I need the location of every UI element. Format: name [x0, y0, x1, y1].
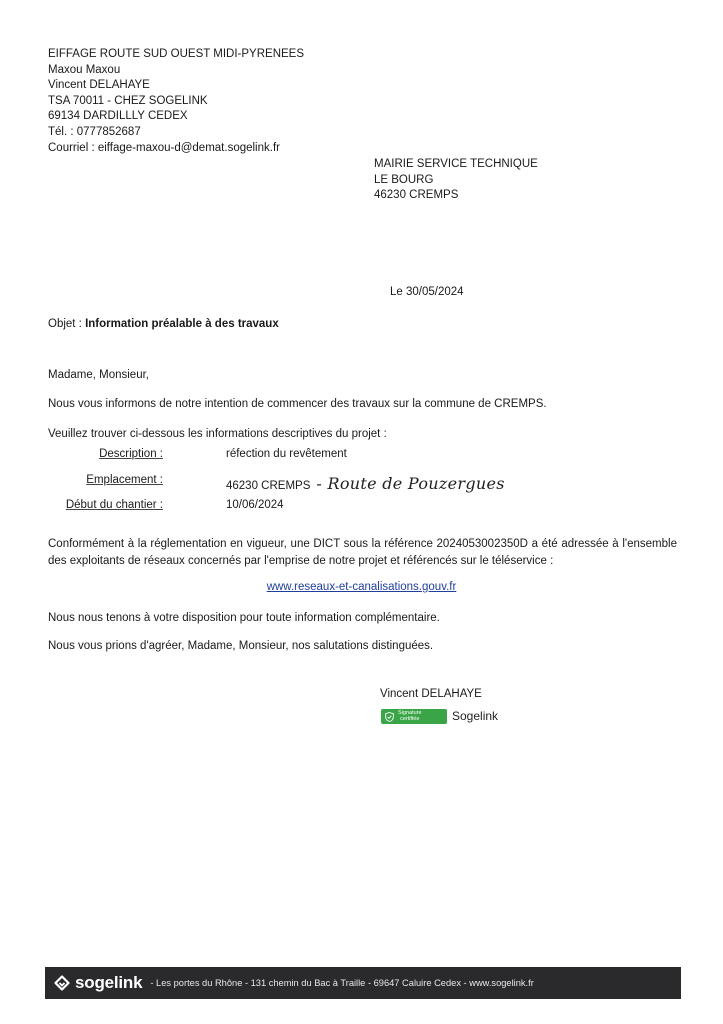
- description-label: Description :: [99, 448, 163, 460]
- regards-paragraph: Nous vous prions d'agréer, Madame, Monsieur, nos salutations distinguées.: [48, 640, 434, 652]
- emplacement-label: Emplacement :: [86, 474, 163, 486]
- emplacement-value-group: [226, 474, 505, 493]
- signer-name: Vincent DELAHAYE: [380, 688, 482, 700]
- badge-line2: certifiée: [400, 715, 420, 722]
- sender-company: EIFFAGE ROUTE SUD OUEST MIDI-PYRENEES: [48, 48, 305, 60]
- salutation: Madame, Monsieur,: [48, 369, 149, 381]
- recipient-name: MAIRIE SERVICE TECHNIQUE: [374, 158, 538, 170]
- availability-paragraph: Nous nous tenons à votre disposition pour toute information complémentaire.: [48, 612, 440, 624]
- sender-line2: Maxou Maxou: [48, 63, 121, 76]
- signature-brand: Sogelink: [452, 709, 499, 723]
- sender-address-block: [48, 47, 304, 156]
- teleservice-link[interactable]: www.reseaux-et-canalisations.gouv.fr: [266, 581, 457, 593]
- signature-certified-badge: [381, 709, 447, 724]
- emplacement-value: 46230 CREMPS: [226, 480, 311, 492]
- description-value: réfection du revêtement: [226, 448, 347, 460]
- footer-bar: [45, 967, 681, 999]
- recipient-address-line2: 46230 CREMPS: [374, 189, 459, 202]
- sender-email: Courriel : eiffage-maxou-d@demat.sogelink.fr: [48, 141, 280, 154]
- intro-paragraph: Nous vous informons de notre intention de commencer des travaux sur la commune de CREMPS.: [48, 398, 547, 410]
- debut-value: 10/06/2024: [226, 499, 284, 511]
- sender-name: Vincent DELAHAYE: [48, 79, 150, 92]
- recipient-address-block: [374, 157, 538, 204]
- object-label: Objet :: [48, 318, 86, 330]
- teleservice-link-row: [0, 581, 723, 593]
- letter-date: Le 30/05/2024: [390, 286, 464, 298]
- sender-phone: Tél. : 0777852687: [48, 125, 141, 138]
- letter-object: [48, 318, 279, 330]
- footer-logo-text: sogelink: [75, 973, 143, 992]
- recipient-address-line1: LE BOURG: [374, 173, 434, 186]
- object-value: Information préalable à des travaux: [85, 318, 279, 330]
- badge-line1: Signature: [398, 709, 422, 716]
- emplacement-handwritten-note: - Route de Pouzergues: [316, 474, 505, 493]
- footer-address: - Les portes du Rhône - 131 chemin du Bac à Traille - 69647 Caluire Cedex - www.sogelink.fr: [150, 978, 534, 988]
- sender-address-line2: 69134 DARDILLLY CEDEX: [48, 110, 188, 123]
- badge-text: [398, 711, 422, 723]
- sogelink-logo-icon: [54, 975, 70, 991]
- shield-check-icon: [385, 712, 394, 722]
- debut-label: Début du chantier :: [65, 499, 163, 511]
- compliance-paragraph: Conformément à la réglementation en vigueur, une DICT sous la référence 2024053002350D a été adressée à l'ensemble des exploitants de réseaux concernés par l'emprise de notre projet et référencés sur le téléservice :: [48, 538, 677, 567]
- lead-paragraph: Veuillez trouver ci-dessous les informations descriptives du projet :: [48, 428, 387, 440]
- sender-address-line1: TSA 70011 - CHEZ SOGELINK: [48, 94, 208, 107]
